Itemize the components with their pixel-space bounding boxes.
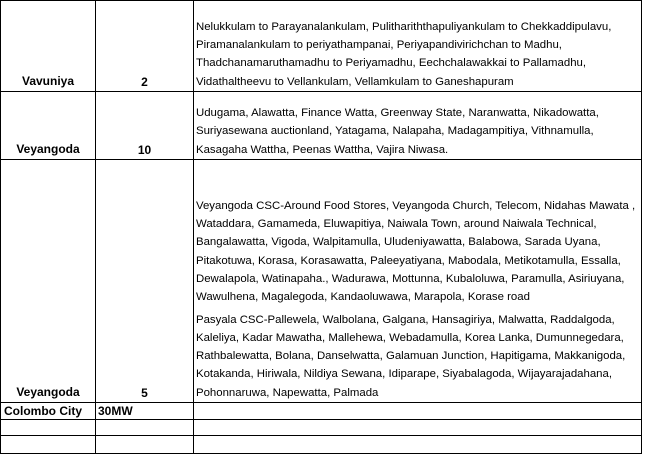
feeder-count-cell — [96, 436, 194, 454]
localities-cell — [194, 436, 642, 454]
table-row — [1, 403, 642, 420]
localities-text: Pasyala CSC-Pallewela, Walbolana, Galgana, Hansagiriya, Malwatta, Raddalgoda, Kaleliya, Kadar Mawatha, Mallehewa, Webadamulla, Korea Lanka, Dumunnegedara, Rathbalewatta, Bolana, Danselwatta, Galamuan Junction, Hapitigama, Makkanigoda, Kotakanda, Hiriwala, Nildiya Sewana, Idiparape, Siyabalagoda, Wijayarajadahana, Pohonnaruwa, Napewatta, Palmada — [196, 313, 626, 399]
feeder-count-cell: 2 — [96, 1, 194, 92]
table-row — [1, 92, 642, 160]
feeder-count-cell: 10 — [96, 92, 194, 160]
feeder-count-cell: 5 — [96, 160, 194, 403]
table-row — [1, 436, 642, 454]
localities-text: Nelukkulam to Parayanalankulam, Pulithariththapuliyankulam to Chekkaddipulavu, Piramanalankulam to periyathampanai, Periyapandivirichchan to Madhu, Thadchanamaruthamadhu to Periyamadhu, Eechchalawakkai to Pallamadhu, Vidathaltheevu to Vellankulam, Vellamkulam to Ganeshapuram — [196, 20, 612, 88]
area-cell — [1, 436, 96, 454]
area-cell: Veyangoda — [1, 160, 96, 403]
localities-text: Udugama, Alawatta, Finance Watta, Greenway State, Naranwatta, Nikadowatta, Suriyasewana auctionland, Yatagama, Nalapaha, Madagampitiya, Vithnamulla, Kasagaha Wattha, Peenas Wattha, Vajira Niwasa. — [196, 107, 599, 156]
area-cell — [1, 420, 96, 436]
table-row — [1, 420, 642, 436]
area-cell: Colombo City — [1, 403, 96, 420]
feeder-count-cell: 30MW — [96, 403, 194, 420]
table-row — [1, 1, 642, 92]
localities-cell — [194, 1, 642, 92]
localities-cell — [194, 92, 642, 160]
localities-cell — [194, 403, 642, 420]
localities-cell — [194, 160, 642, 403]
table-row — [1, 160, 642, 403]
area-cell: Vavuniya — [1, 1, 96, 92]
area-cell: Veyangoda — [1, 92, 96, 160]
localities-cell — [194, 420, 642, 436]
localities-text: Veyangoda CSC-Around Food Stores, Veyangoda Church, Telecom, Nidahas Mawata , Wataddara, Gamameda, Eluwapitiya, Naiwala Town, around Naiwala Technical, Bangalawatta, Vigoda, Walpitamulla, Uludeniyawatta, Balabowa, Sarada Uyana, Pitakotuwa, Korasa, Korasawatta, Paleeyatiyana, Mabodala, Metikotamulla, Essalla, Dewalapola, Watinapaha., Wadurawa, Mottunna, Kubaloluwa, Paramulla, Asiriuyana, Wawulhena, Magalegoda, Kandaoluwawa, Marapola, Korase road — [196, 199, 636, 304]
feeder-count-cell — [96, 420, 194, 436]
